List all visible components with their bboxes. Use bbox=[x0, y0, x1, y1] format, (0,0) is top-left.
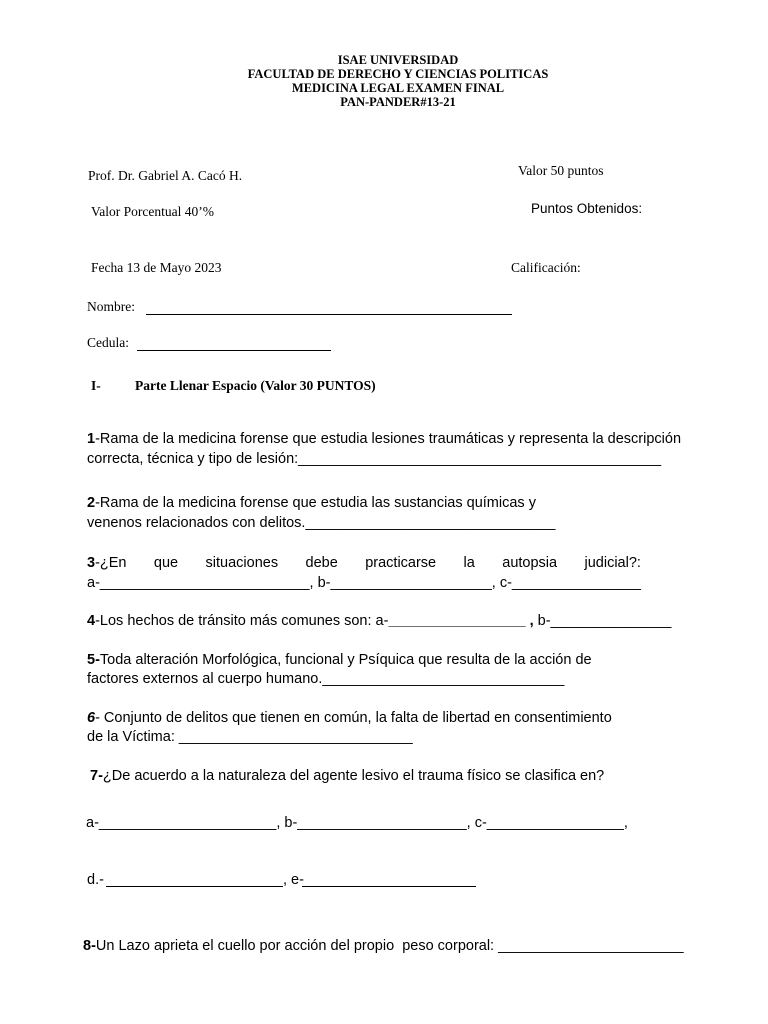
question-3-word-7: judicial?: bbox=[584, 555, 641, 571]
question-4-number: 4 bbox=[87, 613, 96, 629]
question-4-answer-b[interactable]: b-_______________ bbox=[533, 613, 672, 629]
question-7-text: ¿De acuerdo a la naturaleza del agente lesivo el trauma físico se clasifica en? bbox=[102, 768, 605, 784]
question-2-answer[interactable]: venenos relacionados con delitos._______________________________ bbox=[87, 515, 556, 531]
question-8-text: Un Lazo aprieta el cuello por acción del propio peso corporal: _______________________ bbox=[95, 938, 684, 954]
question-1-text: -Rama de la medicina forense que estudia lesiones traumáticas y representa la descripción bbox=[95, 431, 682, 447]
exam-title: MEDICINA LEGAL EXAMEN FINAL bbox=[291, 81, 505, 95]
question-3 bbox=[87, 554, 641, 573]
question-5-number: 5- bbox=[87, 652, 100, 668]
question-3-word-1: que bbox=[153, 555, 179, 571]
question-7 bbox=[90, 767, 604, 786]
question-7-answers-abc[interactable]: a-______________________, b-_____________________, c-_________________, bbox=[82, 815, 628, 831]
question-3-answer[interactable]: a-__________________________, b-____________________, c-________________ bbox=[87, 575, 641, 591]
question-4 bbox=[87, 612, 672, 631]
question-1-number: 1 bbox=[87, 431, 96, 447]
question-7-answer-e[interactable] bbox=[302, 886, 476, 887]
question-3-word-2: situaciones bbox=[205, 555, 279, 571]
question-7-answers-de bbox=[87, 871, 104, 890]
faculty-name: FACULTAD DE DERECHO Y CIENCIAS POLITICAS bbox=[247, 67, 549, 81]
question-3-word-3: debe bbox=[305, 555, 338, 571]
question-2-number: 2 bbox=[87, 495, 96, 511]
question-6 bbox=[87, 709, 612, 728]
question-2-text: -Rama de la medicina forense que estudia las sustancias químicas y bbox=[95, 495, 536, 511]
id-field[interactable] bbox=[137, 350, 331, 351]
question-3-word-6: autopsia bbox=[502, 555, 558, 571]
question-6-number: 6 bbox=[87, 710, 96, 726]
question-6-text: - Conjunto de delitos que tienen en común, la falta de libertad en consentimiento bbox=[95, 710, 612, 726]
question-2 bbox=[87, 494, 536, 513]
question-7-number: 7- bbox=[90, 768, 103, 784]
question-7-label-e: , e- bbox=[283, 872, 304, 888]
question-5 bbox=[87, 651, 592, 670]
name-label: Nombre: bbox=[87, 299, 135, 314]
question-1 bbox=[87, 430, 681, 449]
grade-label: Calificación: bbox=[511, 260, 581, 275]
question-8-number: 8- bbox=[83, 938, 96, 954]
question-6-answer[interactable]: de la Víctima: _____________________________ bbox=[87, 729, 413, 745]
name-field[interactable] bbox=[146, 314, 512, 315]
question-5-text: Toda alteración Morfológica, funcional y Psíquica que resulta de la acción de bbox=[99, 652, 592, 668]
question-4-text: -Los hechos de tránsito más comunes son: a- bbox=[95, 613, 389, 629]
question-3-word-4: practicarse bbox=[365, 555, 437, 571]
question-3-word-5: la bbox=[463, 555, 475, 571]
university-name: ISAE UNIVERSIDAD bbox=[337, 53, 459, 67]
section-title: Parte Llenar Espacio (Valor 30 PUNTOS) bbox=[135, 378, 376, 393]
question-5-answer[interactable]: factores externos al cuerpo humano.______________________________ bbox=[87, 671, 565, 687]
question-7-answer-d[interactable] bbox=[106, 886, 283, 887]
id-label: Cedula: bbox=[87, 335, 129, 350]
exam-code: PAN-PANDER#13-21 bbox=[340, 95, 456, 109]
question-7-label-d: d.- bbox=[87, 872, 104, 888]
question-3-number: 3 bbox=[87, 555, 96, 571]
question-3-word bbox=[87, 554, 127, 573]
exam-date: Fecha 13 de Mayo 2023 bbox=[91, 260, 222, 275]
question-8 bbox=[83, 937, 684, 956]
question-1-answer[interactable]: correcta, técnica y tipo de lesión:_____________________________________________ bbox=[87, 451, 662, 467]
professor-name: Prof. Dr. Gabriel A. Cacó H. bbox=[88, 168, 243, 183]
question-3-word-0: -¿En bbox=[95, 555, 127, 571]
total-points: Valor 50 puntos bbox=[518, 163, 604, 178]
points-obtained-label: Puntos Obtenidos: bbox=[531, 201, 643, 216]
section-number: I- bbox=[91, 378, 101, 393]
percentage-value: Valor Porcentual 40’% bbox=[91, 204, 214, 219]
question-4-answer-a[interactable]: _________________ , bbox=[388, 613, 534, 629]
